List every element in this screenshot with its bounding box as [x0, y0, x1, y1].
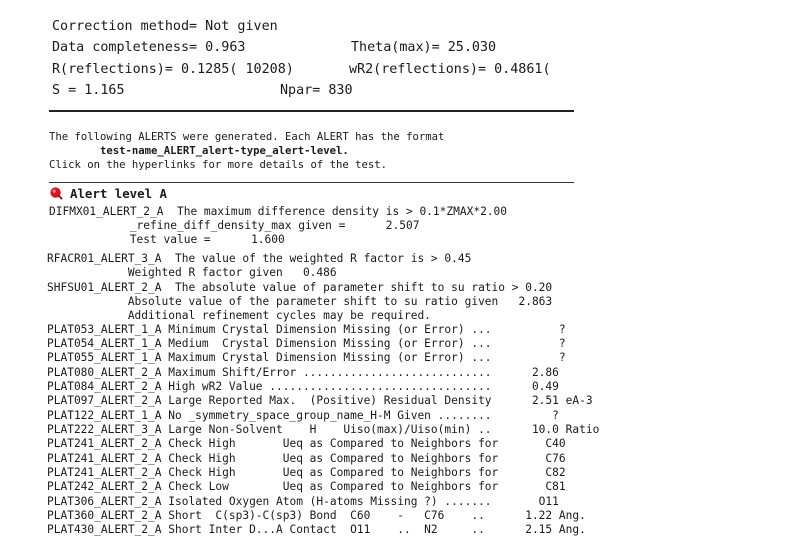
alert-level-heading [49, 186, 167, 201]
alert-line: _refine_diff_density_max given = 2.507 [49, 219, 420, 232]
alert-link[interactable]: DIFMX01_ALERT_2_A The maximum difference density is > 0.1*ZMAX*2.00 [49, 205, 508, 218]
s-value: S = 1.165 [52, 83, 125, 98]
alert-line[interactable] [47, 437, 566, 450]
alert-level-label: Alert level A [70, 186, 167, 201]
divider-top [49, 110, 574, 112]
alert-line[interactable] [49, 205, 507, 218]
alert-link[interactable]: PLAT430_ALERT_2_A Short Inter D...A Contact O11 .. N2 .. 2.15 Ang. [47, 523, 586, 536]
alert-line[interactable] [47, 366, 559, 379]
alert-line[interactable] [47, 523, 586, 536]
divider-mid [49, 182, 574, 183]
alert-line[interactable] [47, 466, 566, 479]
npar-value: Npar= 830 [280, 83, 353, 98]
red-alert-bullet-icon [49, 186, 64, 201]
alert-line[interactable] [47, 423, 599, 436]
intro-line: The following ALERTS were generated. Each ALERT has the format [49, 131, 445, 143]
alert-link[interactable]: PLAT084_ALERT_2_A High wR2 Value ................................. 0.49 [47, 380, 559, 393]
alert-line[interactable] [47, 281, 552, 294]
alert-line: Test value = 1.600 [49, 233, 285, 246]
alert-link[interactable]: PLAT222_ALERT_3_A Large Non-Solvent H Uiso(max)/Uiso(min) .. 10.0 Ratio [47, 423, 600, 436]
correction-method: Correction method= Not given [52, 19, 278, 34]
alert-line[interactable] [47, 452, 566, 465]
alert-line[interactable] [47, 394, 593, 407]
alert-line[interactable] [47, 409, 559, 422]
r-reflections: R(reflections)= 0.1285( 10208) [52, 62, 294, 77]
alert-line: Absolute value of the parameter shift to su ratio given 2.863 [47, 295, 553, 308]
alert-link[interactable]: PLAT080_ALERT_2_A Maximum Shift/Error ............................ 2.86 [47, 366, 559, 379]
alert-line[interactable] [47, 323, 566, 336]
alert-link[interactable]: PLAT053_ALERT_1_A Minimum Crystal Dimension Missing (or Error) ... ? [47, 323, 566, 336]
alert-link[interactable]: PLAT054_ALERT_1_A Medium Crystal Dimension Missing (or Error) ... ? [47, 337, 566, 350]
theta-max: Theta(max)= 25.030 [351, 40, 497, 55]
alert-line[interactable] [47, 351, 566, 364]
alert-line[interactable] [47, 337, 566, 350]
alert-link[interactable]: PLAT306_ALERT_2_A Isolated Oxygen Atom (H-atoms Missing ?) ....... O11 [47, 495, 559, 508]
alert-line[interactable] [47, 252, 471, 265]
alert-link[interactable]: RFACR01_ALERT_3_A The value of the weighted R factor is > 0.45 [47, 252, 472, 265]
alert-link[interactable]: PLAT360_ALERT_2_A Short C(sp3)-C(sp3) Bond C60 - C76 .. 1.22 Ang. [47, 509, 586, 522]
alert-link[interactable]: PLAT097_ALERT_2_A Large Reported Max. (Positive) Residual Density 2.51 eA-3 [47, 394, 593, 407]
alert-line[interactable] [47, 480, 566, 493]
alert-link[interactable]: PLAT122_ALERT_1_A No _symmetry_space_group_name_H-M Given ........ ? [47, 409, 559, 422]
alert-line[interactable] [47, 380, 559, 393]
alert-link[interactable]: PLAT055_ALERT_1_A Maximum Crystal Dimension Missing (or Error) ... ? [47, 351, 566, 364]
alert-line[interactable] [47, 509, 586, 522]
wr2-reflections: wR2(reflections)= 0.4861( [349, 62, 551, 77]
alert-link[interactable]: PLAT241_ALERT_2_A Check High Ueq as Compared to Neighbors for C40 [47, 437, 566, 450]
alert-line[interactable] [47, 495, 559, 508]
alert-link[interactable]: PLAT241_ALERT_2_A Check High Ueq as Compared to Neighbors for C76 [47, 452, 566, 465]
alert-link[interactable]: PLAT242_ALERT_2_A Check Low Ueq as Compared to Neighbors for C81 [47, 480, 566, 493]
alert-link[interactable]: PLAT241_ALERT_2_A Check High Ueq as Compared to Neighbors for C82 [47, 466, 566, 479]
alert-format: test-name_ALERT_alert-type_alert-level. [100, 145, 349, 157]
alert-link[interactable]: SHFSU01_ALERT_2_A The absolute value of parameter shift to su ratio > 0.20 [47, 281, 553, 294]
data-completeness: Data completeness= 0.963 [52, 40, 246, 55]
alert-line: Additional refinement cycles may be required. [47, 309, 431, 322]
alert-line: Weighted R factor given 0.486 [47, 266, 337, 279]
hyperlink-hint: Click on the hyperlinks for more details of the test. [49, 159, 388, 171]
